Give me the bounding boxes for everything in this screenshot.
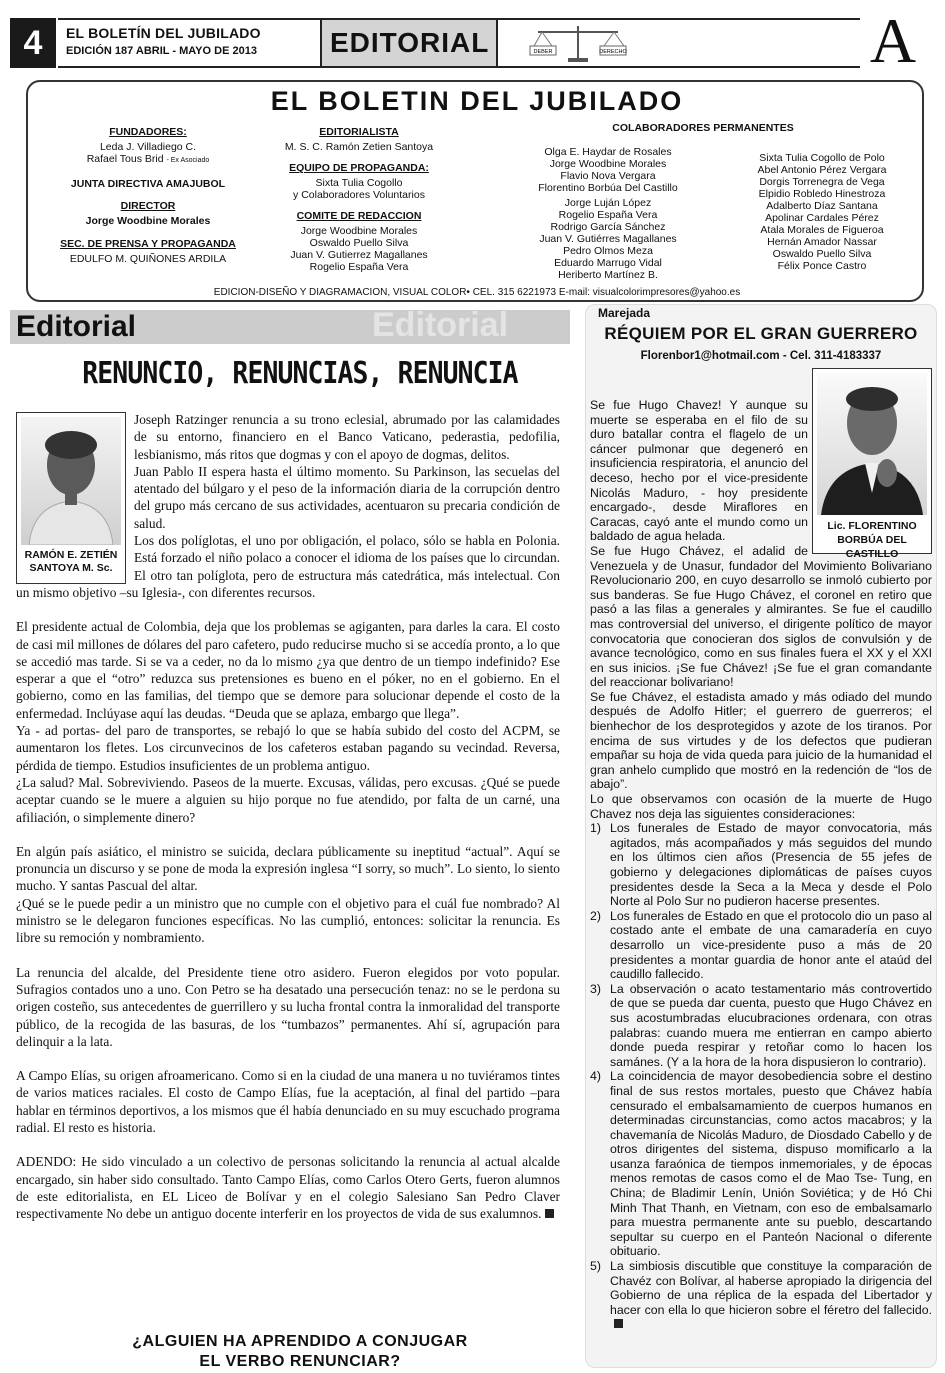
masthead-title: EL BOLETIN DEL JUBILADO xyxy=(270,86,684,116)
editorialista-label: EDITORIALISTA xyxy=(319,126,399,138)
scale-emblem xyxy=(498,18,658,68)
list-item-number: 2) xyxy=(590,908,601,923)
propaganda-1: Sixta Tulia Cogollo xyxy=(315,177,403,189)
list-item-text: Los funerales de Estado de mayor convocatoria, más agitados, más acompañados y más seguidos del mundo en los últimos cien años (Presencia de 55 jefes de gobierno y delegaciones diplomáticas de países cuyos presidentes desde la Seca a la Meca y desde el Polo Norte al Polo Sur no pudieron hacerse presentes. xyxy=(610,821,932,909)
header-rule xyxy=(658,18,860,68)
collaborator: Flavio Nova Vergara xyxy=(560,170,656,182)
editorial-paragraph-last: ADENDO: He sido vinculado a un colectivo de personas solicitando la renuncia al actual alcalde encargado, sin haber sido consultado. Tanto Campo Elías, como Carlos Otero Gerts, fueron alumnos de este editorialista, en EL Liceo de Bolívar y en el colegio Salesiano San Pedro Claver respectivamente No debe un antiguo docente interferir en los proyectos de vida de sus exalumnos. xyxy=(16,1154,560,1222)
list-item xyxy=(590,1259,932,1332)
editorial-paragraph: La renuncia del alcalde, del Presidente tiene otro asidero. Fueron elegidos por voto popular. Sufragios contados uno a uno. Con Petro se ha desatado una persecución tenaz: no se le perdona su origen costeño, sus antecedentes de guerrillero y su lucha frontal contra la inmoralidad del transporte público, de la recogida de las basuras, de los “tumbazos” permanentes. Ahí sí, agrupación para delinquir a la lata. xyxy=(16,964,560,1049)
justice-scale-icon xyxy=(498,20,658,66)
masthead-box xyxy=(26,80,924,302)
founder-1: Leda J. Villadiego C. xyxy=(99,141,197,153)
columnist-caption-line: BORBÚA DEL CASTILLO xyxy=(837,534,907,560)
list-item-number: 4) xyxy=(590,1069,601,1084)
director-label: DIRECTOR xyxy=(120,200,176,212)
editorial-label: Editorial xyxy=(16,310,137,343)
list-item-number: 1) xyxy=(590,821,601,836)
list-item xyxy=(590,1069,932,1259)
paragraph-gap xyxy=(16,601,560,618)
section-letter: A xyxy=(869,5,917,76)
editorial-paragraph: Joseph Ratzinger renuncia a su trono eclesial, abrumado por las calamidades de su entorno, financiero en el Banco Vaticano, pederastia, pedofilia, lesbianismo, más ritos que dogmas y con el apoyo de dogmas, delitos. xyxy=(134,412,560,462)
paragraph-gap xyxy=(16,947,560,964)
list-item xyxy=(590,982,932,1070)
editorial-paragraph: ¿Qué se le puede pedir a un ministro que no cumple con el objetivo para el cuál fue nombrado? Al ministro se le delegaron funciones específicas. No las cumplió, entonces: solicitar la renuncia. Es libre su remoción y nombramiento. xyxy=(16,895,560,946)
founders-block xyxy=(58,126,238,265)
collaborators-col-b xyxy=(732,152,912,272)
founder-2: Rafael Tous Brid - Ex Asociado xyxy=(86,153,210,165)
scale-left-label: DEBER xyxy=(533,49,553,55)
paragraph-gap xyxy=(16,1136,560,1153)
column-tag: Marejada xyxy=(598,306,651,320)
list-item xyxy=(590,909,932,982)
collaborator: Félix Ponce Castro xyxy=(777,260,867,272)
end-mark-icon xyxy=(614,1319,623,1328)
comite-3: Juan V. Gutierrez Magallanes xyxy=(290,249,428,261)
closing-question-line: EL VERBO RENUNCIAR? xyxy=(199,1353,401,1370)
edition-line: EDICIÓN 187 ABRIL - MAYO DE 2013 xyxy=(66,45,257,57)
collaborator: Eduardo Marrugo Vidal xyxy=(554,257,662,269)
column-paragraph: Se fue Hugo Chávez, el adalid de Venezuela y de Unasur, fundador del Movimiento Bolivariano Revolucionario 200, en cuyo desarrollo se inmoló cubierto por sus banderas. Se fue Hugo Chávez, el coronel en retiro que pasó a las filas a generales y almirantes. Se fue el caudillo mas controversial del universo, el dirigente político de mayor convocatoria que conocieran dos siglos de convulsión y de avance tecnológico, como en sus finales fuera el XX y el XXI en sus inicios. ¡Se fue Chávez! ¡Se fue el gran comandante del reaccionar bolivariano! xyxy=(590,543,932,690)
editorial-paragraph: Ya - ad portas- del paro de transportes, se rebajó lo que se había subido del costo del ACPM, se aumentaron los fletes. Los circunvecinos de los cafeteros estaban pagando su vecindad. Reversa, pérdida de tiempo. Estudios insuficientes de un problema antiguo. xyxy=(16,723,560,773)
list-item-text: La observación o acato testamentario más controvertido de que se pueda dar cuenta, puesto que Hugo Chávez en sus acostumbradas elucubraciones ordenara, con otras palabras: cuando muera me entierran en campo abierto donde pueda respirar y retoñar como lo hacen los samánes. (Y a la hora de la hora dispusieron lo contrario). xyxy=(610,981,932,1069)
portrait-spacer xyxy=(16,411,134,575)
page-number: 4 xyxy=(10,18,56,68)
editorial-team-block xyxy=(274,126,444,273)
junta-label: JUNTA DIRECTIVA AMAJUBOL xyxy=(70,178,226,190)
collaborators-label: COLABORADORES PERMANENTES xyxy=(612,122,794,134)
collaborator: Atala Morales de Figueroa xyxy=(760,224,884,236)
collaborator: Olga E. Haydar de Rosales xyxy=(544,146,672,158)
collaborator: Jorge Woodbine Morales xyxy=(549,158,667,170)
editorial-paragraph: ¿La salud? Mal. Sobreviviendo. Paseos de la muerte. Excusas, válidas, pero excusas. ¿Qué se puede aceptar cuando se le muere a alguien su hijo porque no fue atendido, por falta de un carné, una afiliación, o simplemente dinero? xyxy=(16,774,560,825)
closing-question xyxy=(20,1332,580,1372)
masthead-footer: EDICION-DISEÑO Y DIAGRAMACION, VISUAL COLOR• CEL. 315 6221973 E-mail: visualcolorimpresores@yahoo.es xyxy=(213,287,741,298)
collaborator: Sixta Tulia Cogollo de Polo xyxy=(759,152,885,164)
collaborator: Rogelio España Vera xyxy=(558,209,658,221)
column-title: RÉQUIEM POR EL GRAN GUERRERO xyxy=(604,324,918,343)
collaborator: Juan V. Gutiérres Magallanes xyxy=(539,233,677,245)
founders-label: FUNDADORES: xyxy=(109,126,187,138)
collaborator: Florentino Borbúa Del Castillo xyxy=(538,182,678,194)
propaganda-label: EQUIPO DE PROPAGANDA: xyxy=(289,162,429,174)
comite-4: Rogelio España Vera xyxy=(309,261,409,273)
paragraph-gap xyxy=(16,1050,560,1067)
propaganda-2: y Colaboradores Voluntarios xyxy=(293,189,425,201)
collaborator: Adalberto Díaz Santana xyxy=(766,200,878,212)
editorial-paragraph: Los dos políglotas, el uno por obligación, el polaco, sólo se habla en Polonia. Está forzado el niño polaco a conocer el idioma de los países que lo circundan. El otro tan políglota, pero de estructura más catedrática, más intelectual. Con un mismo objetivo –su Iglesia-, con diferentes recursos. xyxy=(16,533,560,600)
collaborator: Apolinar Cardales Pérez xyxy=(765,212,879,224)
editorial-ghost-label: Editorial xyxy=(372,306,509,344)
editorial-paragraph: El presidente actual de Colombia, deja que los problemas se agiganten, para darles la cara. El costo de casi mil millones de dólares del paro cafetero, pudo reducirse mucho si se accedía pronto, a lo que se accedió mas tarde. Si se va a ceder, no da lo mismo ¿ya que dentro de un tiempo indefinido? Ese esperar a que el “otro” reduzca sus pretensiones es bueno en el póker, no en el gobierno. En el gobierno, como en las familias, del tiempo que se demore para solucionar depende el costo de la enfermedad. Inclúyase aquí las deudas. “Deuda que se aplaza, embargo que llega”. xyxy=(16,619,560,721)
list-item xyxy=(590,821,932,909)
comite-2: Oswaldo Puello Silva xyxy=(309,237,409,249)
column-paragraph: Se fue Hugo Chavez! Y aunque su muerte se esperaba en el filo de su duro batallar contra el flagelo de un cáncer pulmonar que degeneró en insuficiencia respiratoria, el anuncio del deceso, hecho por el vice-presidente Nicolás Maduro, - hoy presidente encargado-, desde Miraflores en Caracas, cayó ante el mundo como un baldado de agua helada. xyxy=(590,398,808,544)
portrait-spacer xyxy=(808,398,932,558)
collaborator: Oswaldo Puello Silva xyxy=(772,248,872,260)
columnist-caption-line: Lic. FLORENTINO xyxy=(827,520,917,532)
column-paragraph: Lo que observamos con ocasión de la muerte de Hugo Chavez nos deja las siguientes consideraciones: xyxy=(590,792,932,821)
closing-question-line: ¿ALGUIEN HA APRENDIDO A CONJUGAR xyxy=(132,1333,468,1350)
publication-info xyxy=(58,18,320,68)
author-caption-line: RAMÓN E. ZETIÉN xyxy=(24,549,118,561)
collaborators-block xyxy=(508,122,898,281)
column-body xyxy=(590,398,932,1332)
editorial-paragraph: Juan Pablo II espera hasta el último momento. Su Parkinson, las secuelas del atentado del búlgaro y el peso de la información diaria de la corrupción dentro del grupo más cercano de sus actividades, acentuaron su precaria condición de salud. xyxy=(134,463,560,531)
list-item-number: 5) xyxy=(590,1259,601,1274)
collaborator: Pedro Olmos Meza xyxy=(563,245,653,257)
editorial-paragraph: En algún país asiático, el ministro se suicida, declara públicamente su ineptitud “actual”. Aquí se pronuncia un discurso y se pone de moda la expresión inglesa “I sorry, so much”. Lo siento, lo siento mucho. Y santas Pascual del altar. xyxy=(16,843,560,894)
editorial-body xyxy=(16,411,560,1222)
publication-name: EL BOLETÍN DEL JUBILADO xyxy=(66,25,261,41)
paragraph-gap xyxy=(16,826,560,843)
editorial-paragraph: A Campo Elías, su origen afroamericano. Como si en la ciudad de una manera u no tuviéramos tintes de varios matices raciales. El costo de Campo Elías, fue la aceptación, al final del partido –para hablar en términos deportivos, a los mismos que él había denunciado en su muy escuchado programa radial. El resto es historia. xyxy=(16,1068,560,1135)
collaborator: Abel Antonio Pérez Vergara xyxy=(757,164,887,176)
considerations-list xyxy=(590,821,932,1332)
prensa-name: EDULFO M. QUIÑONES ARDILA xyxy=(69,253,227,265)
prensa-label: SEC. DE PRENSA Y PROPAGANDA xyxy=(60,238,236,250)
collaborators-col-a xyxy=(508,146,708,281)
list-item-text: Los funerales de Estado en que el protocolo dio un paso al costado ante el embate de una camaradería en cuyo desarrollo un vice-presidente puso a más de 20 presidentes a montar guardia de honor ante el ataúd del caudillo fallecido. xyxy=(610,908,932,982)
column-paragraph: Se fue Chávez, el estadista amado y más odiado del mundo después de Adolfo Hitler; el guerrero de guerreros; el bienhechor de los desprotegidos y azote de los tiranos. Por encima de sus virtudes y de los defectos que pudieran empañar su hoja de vida queda para juicio de la humanidad el gran anhelo cumplido que mostró en la redención de “los de abajo”. xyxy=(590,689,932,792)
editorialista-name: M. S. C. Ramón Zetien Santoya xyxy=(284,141,434,153)
collaborator: Hernán Amador Nassar xyxy=(767,236,877,248)
author-caption-line: SANTOYA M. Sc. xyxy=(29,562,113,574)
list-item-text: La coincidencia de mayor desobediencia sobre el destino final de sus restos mortales, puesto que Chávez había censurado el embalsamamiento de cuerpos humanos en determinadas circunstancias, como actos macabros; y la chavemanía de Nicolás Maduro, de Diosdado Cabello y de otros dirigentes del sistema, dispuso momificarlo a la usanza faraónica de tiempos inmemoriales, y de épocas menos remotas de casos como el de Mao Tse- Tung, en China; de Bladimir Lenín, Unión Soviética; y de Hó Chi Minh That Thanh, en Vietnam, con eso de embalsamarlo para muestra permanente ante su pueblo, descartando sepultar su cuerpo en el Panteón Nacional o diferente obituario. xyxy=(610,1069,932,1259)
director-name: Jorge Woodbine Morales xyxy=(85,215,211,227)
list-item-text: La simbiosis discutible que constituye la comparación de Chavéz con Bolívar, al haberse apropiado la dirigencia del Gobierno de una réplica de la espada del Libertador y hacer con ella lo que hicieron sobre el féretro del fallecido. xyxy=(610,1259,932,1332)
founder-note: - Ex Asociado xyxy=(166,157,210,164)
scale-right-label: DERECHO xyxy=(599,49,627,55)
collaborator: Jorge Luján López xyxy=(564,197,652,209)
collaborator: Dorgis Torrenegra de Vega xyxy=(759,176,885,188)
list-item-number: 3) xyxy=(590,981,601,996)
comite-label: COMITE DE REDACCION xyxy=(296,210,422,222)
collaborator: Rodrigo García Sánchez xyxy=(550,221,666,233)
comite-1: Jorge Woodbine Morales xyxy=(300,225,418,237)
section-title: EDITORIAL xyxy=(320,18,498,68)
collaborator: Heriberto Martínez B. xyxy=(558,269,658,281)
collaborator: Elpidio Robledo Hinestroza xyxy=(758,188,886,200)
end-mark-icon xyxy=(545,1209,554,1218)
column-contact: Florenbor1@hotmail.com - Cel. 311-4183337 xyxy=(640,350,882,362)
editorial-headline: RENUNCIO, RENUNCIAS, RENUNCIA xyxy=(82,356,518,391)
